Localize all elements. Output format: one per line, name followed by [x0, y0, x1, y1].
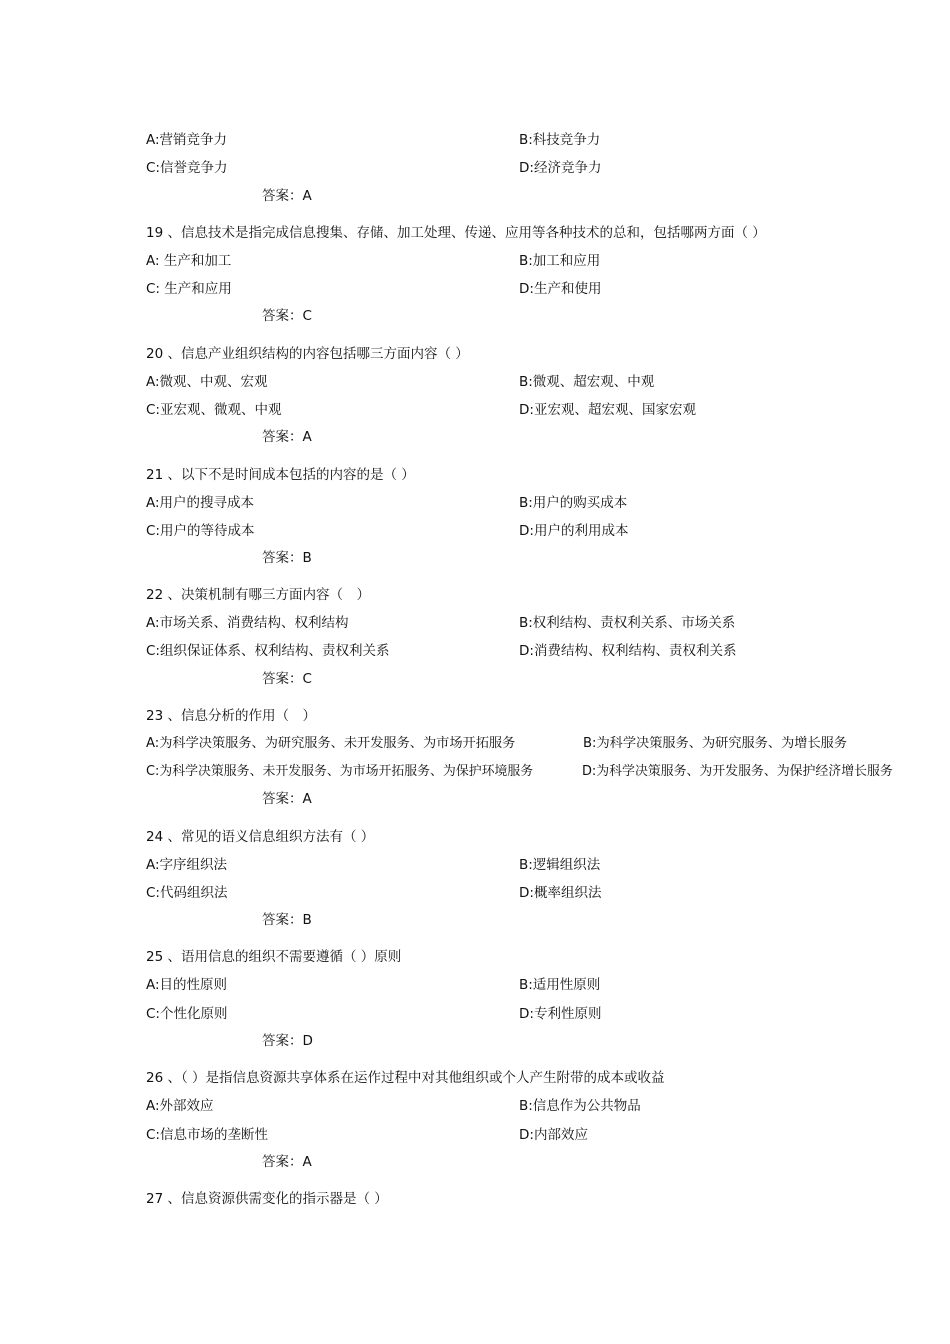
option-c: C:信息市场的垄断性 [146, 1127, 268, 1143]
question-23: 23 、信息分析的作用（ ） [146, 708, 316, 724]
option-a: A:微观、中观、宏观 [146, 374, 268, 390]
option-b: B:用户的购买成本 [519, 495, 628, 511]
option-d: D:内部效应 [519, 1127, 588, 1143]
question-20: 20 、信息产业组织结构的内容包括哪三方面内容（ ） [146, 346, 469, 362]
option-c: C:组织保证体系、权利结构、责权利关系 [146, 643, 390, 659]
option-a: A:市场关系、消费结构、权利结构 [146, 615, 349, 631]
option-d: D:为科学决策服务、为开发服务、为保护经济增长服务 [582, 764, 893, 779]
option-a: A:营销竞争力 [146, 132, 228, 148]
option-b: B:加工和应用 [519, 253, 601, 269]
question-27: 27 、信息资源供需变化的指示器是（ ） [146, 1191, 388, 1207]
answer: 答案：B [262, 550, 312, 566]
option-c: C: 生产和应用 [146, 281, 232, 297]
question-19: 19 、信息技术是指完成信息搜集、存储、加工处理、传递、应用等各种技术的总和，包括哪两方面（ ） [146, 225, 766, 241]
option-c: C:代码组织法 [146, 885, 228, 901]
answer: 答案：D [262, 1033, 313, 1049]
option-d: D:专利性原则 [519, 1006, 602, 1022]
answer: 答案：C [262, 671, 312, 687]
option-a: A: 生产和加工 [146, 253, 232, 269]
question-22: 22 、决策机制有哪三方面内容（ ） [146, 587, 370, 603]
answer: 答案：A [262, 1154, 312, 1170]
question-24: 24 、常见的语义信息组织方法有（ ） [146, 829, 375, 845]
answer: 答案：A [262, 429, 312, 445]
option-a: A:目的性原则 [146, 977, 228, 993]
option-c: C:为科学决策服务、未开发服务、为市场开拓服务、为保护环境服务 [146, 764, 534, 779]
option-b: B:权利结构、责权利关系、市场关系 [519, 615, 736, 631]
option-b: B:信息作为公共物品 [519, 1098, 641, 1114]
option-a: A:为科学决策服务、为研究服务、未开发服务、为市场开拓服务 [146, 736, 516, 751]
option-c: C:个性化原则 [146, 1006, 228, 1022]
option-d: D:用户的利用成本 [519, 523, 629, 539]
answer: 答案：A [262, 188, 312, 204]
option-d: D:消费结构、权利结构、责权利关系 [519, 643, 737, 659]
question-21: 21 、以下不是时间成本包括的内容的是（ ） [146, 467, 415, 483]
option-c: C:亚宏观、微观、中观 [146, 402, 282, 418]
option-b: B:适用性原则 [519, 977, 601, 993]
option-b: B:科技竞争力 [519, 132, 601, 148]
option-b: B:微观、超宏观、中观 [519, 374, 655, 390]
answer: 答案：B [262, 912, 312, 928]
option-a: A:用户的搜寻成本 [146, 495, 255, 511]
option-a: A:外部效应 [146, 1098, 214, 1114]
answer: 答案：C [262, 308, 312, 324]
option-a: A:字序组织法 [146, 857, 228, 873]
option-d: D:生产和使用 [519, 281, 602, 297]
option-b: B:为科学决策服务、为研究服务、为增长服务 [583, 736, 848, 751]
answer: 答案：A [262, 791, 312, 807]
option-d: D:亚宏观、超宏观、国家宏观 [519, 402, 696, 418]
option-d: D:概率组织法 [519, 885, 602, 901]
option-c: C:信誉竞争力 [146, 160, 228, 176]
option-c: C:用户的等待成本 [146, 523, 255, 539]
option-b: B:逻辑组织法 [519, 857, 601, 873]
option-d: D:经济竞争力 [519, 160, 602, 176]
question-26: 26 、（ ）是指信息资源共享体系在运作过程中对其他组织或个人产生附带的成本或收益 [146, 1070, 665, 1086]
question-25: 25 、语用信息的组织不需要遵循（ ）原则 [146, 949, 402, 965]
